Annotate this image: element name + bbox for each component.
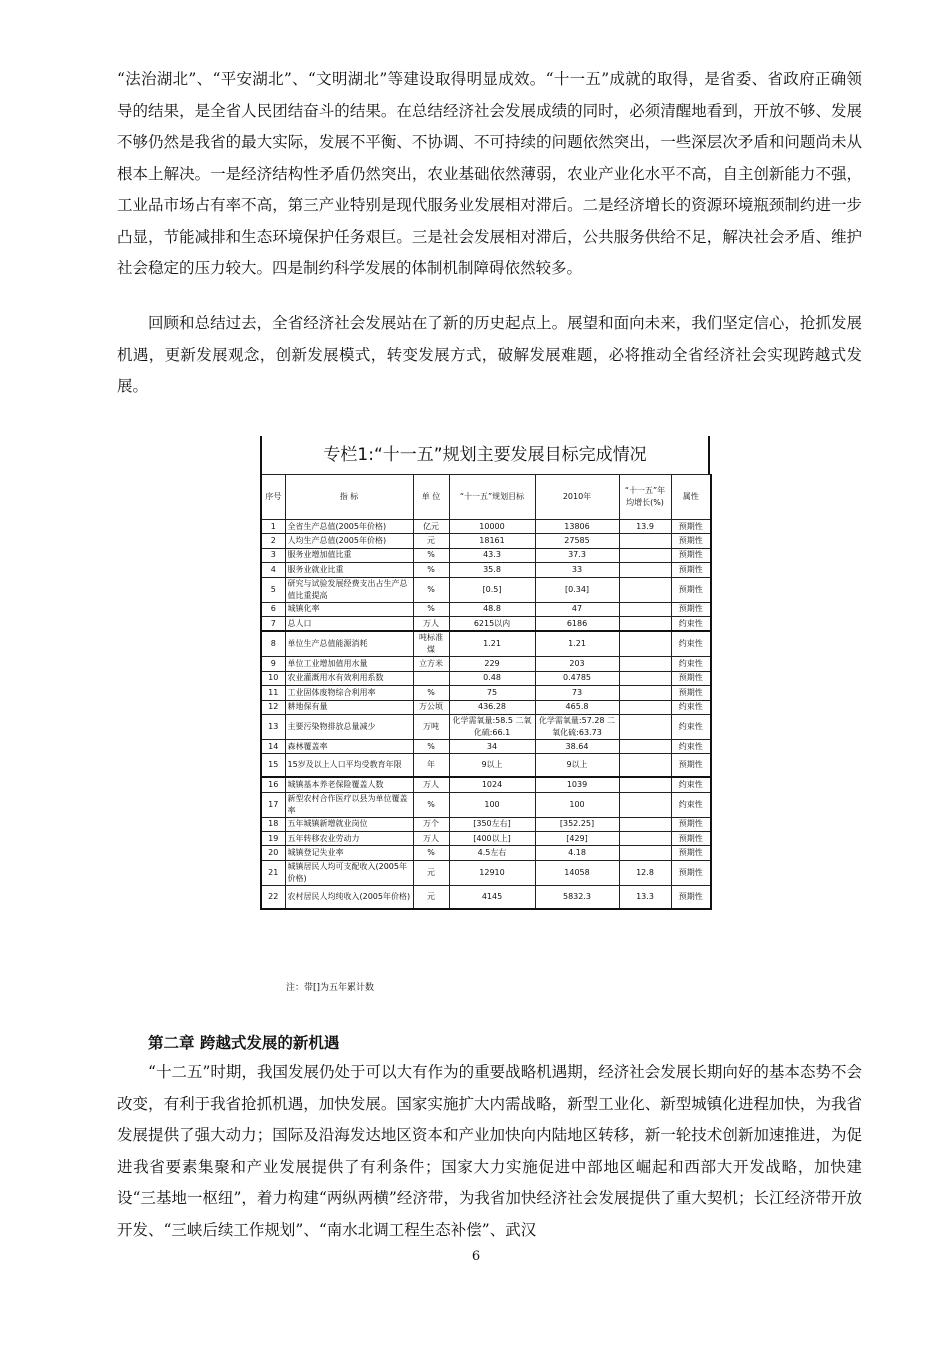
table-cell: 38.64	[535, 739, 619, 753]
table-cell: 约束性	[671, 739, 711, 753]
table-row	[261, 563, 711, 577]
table-row	[261, 846, 711, 860]
table-cell	[619, 846, 671, 860]
table-row	[261, 792, 711, 817]
table-row	[261, 739, 711, 753]
table-cell: 13.3	[619, 885, 671, 909]
table-cell	[619, 686, 671, 700]
table-cell	[619, 602, 671, 616]
table-row	[261, 616, 711, 631]
table-row	[261, 714, 711, 739]
table-cell: 1.21	[449, 631, 535, 657]
table-cell: 预期性	[671, 563, 711, 577]
table-cell: 10000	[449, 520, 535, 534]
column-box	[260, 436, 710, 910]
table-row	[261, 577, 711, 602]
table-cell: %	[413, 548, 449, 562]
table-cell: 预期性	[671, 602, 711, 616]
table-cell	[619, 792, 671, 817]
table-cell: 12910	[449, 860, 535, 885]
table-row	[261, 602, 711, 616]
table-cell: 6215以内	[449, 616, 535, 631]
table-cell: 约束性	[671, 777, 711, 792]
table-cell: 预期性	[671, 885, 711, 909]
table-cell	[619, 754, 671, 778]
body-paragraph: “十二五”时期，我国发展仍处于可以大有作为的重要战略机遇期，经济社会发展长期向好的基本态势不会改变，有利于我省抢抓机遇，加快发展。国家实施扩大内需战略，新型工业化、新型城镇化进程加快，为我省发展提供了强大动力；国际及沿海发达地区资本和产业加快向内陆地区转移，新一轮技术创新加速推进，为促进我省要素集聚和产业发展提供了有利条件；国家大力实施促进中部地区崛起和西部大开发战略，加快建设“三基地一枢纽”，着力构建“两纵两横”经济带，为我省加快经济社会发展提供了重大契机；长江经济带开放开发、“三峡后续工作规划”、“南水北调工程生态补偿”、武汉	[117, 1063, 862, 1239]
table-cell: 18161	[449, 534, 535, 548]
table-cell: 预期性	[671, 860, 711, 885]
table-cell: [429]	[535, 832, 619, 846]
table-cell: 33	[535, 563, 619, 577]
table-cell: 化学需氧量:57.28 二氧化硫:63.73	[535, 714, 619, 739]
body-paragraph: 回顾和总结过去，全省经济社会发展站在了新的历史起点上。展望和面向未来，我们坚定信心，抢抓发展机遇，更新发展观念，创新发展模式，转变发展方式，破解发展难题，必将推动全省经济社会实现跨越式发展。	[117, 314, 862, 395]
table-cell: 城镇登记失业率	[285, 846, 413, 860]
table-cell: 单位工业增加值用水量	[285, 657, 413, 671]
table-cell: 14058	[535, 860, 619, 885]
table-row	[261, 777, 711, 792]
table-cell: 预期性	[671, 548, 711, 562]
table-cell: 15岁及以上人口平均受教育年限	[285, 754, 413, 778]
table-cell: 元	[413, 860, 449, 885]
table-cell	[619, 714, 671, 739]
table-row	[261, 686, 711, 700]
table-cell: 22	[261, 885, 285, 909]
table-cell: [400以上]	[449, 832, 535, 846]
table-cell: 人均生产总值(2005年价格)	[285, 534, 413, 548]
table-row	[261, 700, 711, 714]
table-cell: 6186	[535, 616, 619, 631]
table-cell: 18	[261, 817, 285, 831]
table-cell	[619, 700, 671, 714]
table-cell: 27585	[535, 534, 619, 548]
table-cell: 34	[449, 739, 535, 753]
table-cell: 万公顷	[413, 700, 449, 714]
table-cell: 五年城镇新增就业岗位	[285, 817, 413, 831]
table-cell: 吨标准煤	[413, 631, 449, 657]
table-cell: 229	[449, 657, 535, 671]
table-cell: 万吨	[413, 714, 449, 739]
table-cell: 35.8	[449, 563, 535, 577]
table-cell: 0.48	[449, 671, 535, 685]
table-row	[261, 885, 711, 909]
table-row	[261, 817, 711, 831]
table-row	[261, 534, 711, 548]
body-paragraph: “法治湖北”、“平安湖北”、“文明湖北”等建设取得明显成效。“十一五”成就的取得，是省委、省政府正确领导的结果，是全省人民团结奋斗的结果。在总结经济社会发展成绩的同时，必须清醒地看到，开放不够、发展不够仍然是我省的最大实际，发展不平衡、不协调、不可持续的问题依然突出，一些深层次矛盾和问题尚未从根本上解决。一是经济结构性矛盾仍然突出，农业基础依然薄弱，农业产业化水平不高，自主创新能力不强，工业品市场占有率不高，第三产业特别是现代服务业发展相对滞后。二是经济增长的资源环境瓶颈制约进一步凸显，节能减排和生态环境保护任务艰巨。三是社会发展相对滞后，公共服务供给不足，解决社会矛盾、维护社会稳定的压力较大。四是制约科学发展的体制机制障碍依然较多。	[117, 70, 862, 277]
table-cell: 约束性	[671, 631, 711, 657]
table-cell: 9	[261, 657, 285, 671]
table-cell: 全省生产总值(2005年价格)	[285, 520, 413, 534]
table-cell: 城镇居民人均可支配收入(2005年价格)	[285, 860, 413, 885]
table-cell: 1024	[449, 777, 535, 792]
table-cell: 1	[261, 520, 285, 534]
table-cell: 亿元	[413, 520, 449, 534]
table-header-cell: 属性	[671, 475, 711, 520]
table-row	[261, 548, 711, 562]
table-cell: 11	[261, 686, 285, 700]
table-cell: 16	[261, 777, 285, 792]
table-cell: 万个	[413, 817, 449, 831]
table-cell: 预期性	[671, 754, 711, 778]
table-cell: 预期性	[671, 520, 711, 534]
table-cell: 约束性	[671, 792, 711, 817]
table-cell: [0.34]	[535, 577, 619, 602]
table-cell: 服务业增加值比重	[285, 548, 413, 562]
table-cell: 14	[261, 739, 285, 753]
table-row	[261, 520, 711, 534]
table-cell: 21	[261, 860, 285, 885]
table-header-row	[261, 475, 711, 520]
table-cell: 预期性	[671, 832, 711, 846]
table-cell: 4.5左右	[449, 846, 535, 860]
table-cell: 12	[261, 700, 285, 714]
table-cell: 19	[261, 832, 285, 846]
table-cell: 预期性	[671, 577, 711, 602]
table-cell: 4145	[449, 885, 535, 909]
table-cell: %	[413, 846, 449, 860]
table-header-cell: “十一五”规划目标	[449, 475, 535, 520]
table-cell: 6	[261, 602, 285, 616]
table-cell: 5	[261, 577, 285, 602]
table-header-cell: 指 标	[285, 475, 413, 520]
table-cell: 万人	[413, 616, 449, 631]
table-cell: 9以上	[449, 754, 535, 778]
table-note: 注：带[]为五年累计数	[286, 983, 375, 993]
table-cell: 5832.3	[535, 885, 619, 909]
table-cell: 预期性	[671, 534, 711, 548]
table-cell: 元	[413, 885, 449, 909]
table-cell: 预期性	[671, 817, 711, 831]
table-cell	[413, 671, 449, 685]
table-cell	[619, 548, 671, 562]
table-cell: [350左右]	[449, 817, 535, 831]
table-cell: 4.18	[535, 846, 619, 860]
table-cell: 48.8	[449, 602, 535, 616]
table-cell: 1.21	[535, 631, 619, 657]
table-cell: 化学需氧量:58.5 二氧化硫:66.1	[449, 714, 535, 739]
table-cell: 20	[261, 846, 285, 860]
table-cell: 约束性	[671, 657, 711, 671]
table-cell: 农村居民人均纯收入(2005年价格)	[285, 885, 413, 909]
table-cell: %	[413, 602, 449, 616]
table-row	[261, 671, 711, 685]
table-cell: 城镇化率	[285, 602, 413, 616]
table-cell: %	[413, 686, 449, 700]
table-cell: 13.9	[619, 520, 671, 534]
table-cell	[619, 631, 671, 657]
table-cell: 元	[413, 534, 449, 548]
table-cell: 4	[261, 563, 285, 577]
table-cell	[619, 817, 671, 831]
table-cell: 0.4785	[535, 671, 619, 685]
table-cell: 47	[535, 602, 619, 616]
table-cell: 3	[261, 548, 285, 562]
table-cell: 新型农村合作医疗以县为单位覆盖率	[285, 792, 413, 817]
table-cell	[619, 534, 671, 548]
table-cell	[619, 577, 671, 602]
table-cell: 约束性	[671, 714, 711, 739]
table-header-cell: 序号	[261, 475, 285, 520]
table-cell: 100	[535, 792, 619, 817]
table-cell: %	[413, 739, 449, 753]
table-cell: 15	[261, 754, 285, 778]
table-cell: 预期性	[671, 671, 711, 685]
table-cell: 单位生产总值能源消耗	[285, 631, 413, 657]
table-cell: 研究与试验发展经费支出占生产总值比重提高	[285, 577, 413, 602]
table-header-cell: “十一五”年均增长(%)	[619, 475, 671, 520]
table-cell: 13	[261, 714, 285, 739]
table-cell: 五年转移农业劳动力	[285, 832, 413, 846]
table-cell: 9以上	[535, 754, 619, 778]
table-cell: 73	[535, 686, 619, 700]
table-cell: 43.3	[449, 548, 535, 562]
table-cell: %	[413, 577, 449, 602]
targets-table	[260, 474, 712, 910]
table-cell: 万人	[413, 777, 449, 792]
table-row	[261, 754, 711, 778]
table-header-cell: 单 位	[413, 475, 449, 520]
table-cell: 预期性	[671, 686, 711, 700]
page-number: 6	[471, 1249, 481, 1264]
table-header-cell: 2010年	[535, 475, 619, 520]
table-cell: 17	[261, 792, 285, 817]
chapter-heading: 第二章 跨越式发展的新机遇	[148, 1033, 340, 1052]
table-row	[261, 832, 711, 846]
table-cell: 总人口	[285, 616, 413, 631]
table-cell: 农业灌溉用水有效利用系数	[285, 671, 413, 685]
table-cell: 100	[449, 792, 535, 817]
table-cell: 服务业就业比重	[285, 563, 413, 577]
table-cell: 城镇基本养老保险覆盖人数	[285, 777, 413, 792]
table-cell: 预期性	[671, 846, 711, 860]
table-cell: 436.28	[449, 700, 535, 714]
table-row	[261, 860, 711, 885]
table-cell: 约束性	[671, 700, 711, 714]
table-cell: 10	[261, 671, 285, 685]
table-cell: 主要污染物排放总量减少	[285, 714, 413, 739]
table-cell	[619, 832, 671, 846]
table-cell: [0.5]	[449, 577, 535, 602]
table-cell: 森林覆盖率	[285, 739, 413, 753]
table-cell	[619, 657, 671, 671]
table-cell: 万人	[413, 832, 449, 846]
table-cell: 203	[535, 657, 619, 671]
table-cell: 2	[261, 534, 285, 548]
table-cell: 37.3	[535, 548, 619, 562]
table-cell: 耕地保有量	[285, 700, 413, 714]
table-cell	[619, 616, 671, 631]
table-cell: 465.8	[535, 700, 619, 714]
table-cell: 75	[449, 686, 535, 700]
table-cell	[619, 563, 671, 577]
table-cell	[619, 671, 671, 685]
table-title: 专栏1:“十一五”规划主要发展目标完成情况	[260, 436, 710, 474]
table-cell: %	[413, 563, 449, 577]
table-cell: 7	[261, 616, 285, 631]
table-cell: 12.8	[619, 860, 671, 885]
table-row	[261, 631, 711, 657]
table-cell: %	[413, 792, 449, 817]
table-cell: 1039	[535, 777, 619, 792]
table-row	[261, 657, 711, 671]
table-cell: 约束性	[671, 616, 711, 631]
table-cell	[619, 739, 671, 753]
table-cell: [352.25]	[535, 817, 619, 831]
table-cell: 立方米	[413, 657, 449, 671]
table-cell: 8	[261, 631, 285, 657]
table-cell	[619, 777, 671, 792]
table-cell: 13806	[535, 520, 619, 534]
table-cell: 年	[413, 754, 449, 778]
table-cell: 工业固体废物综合利用率	[285, 686, 413, 700]
